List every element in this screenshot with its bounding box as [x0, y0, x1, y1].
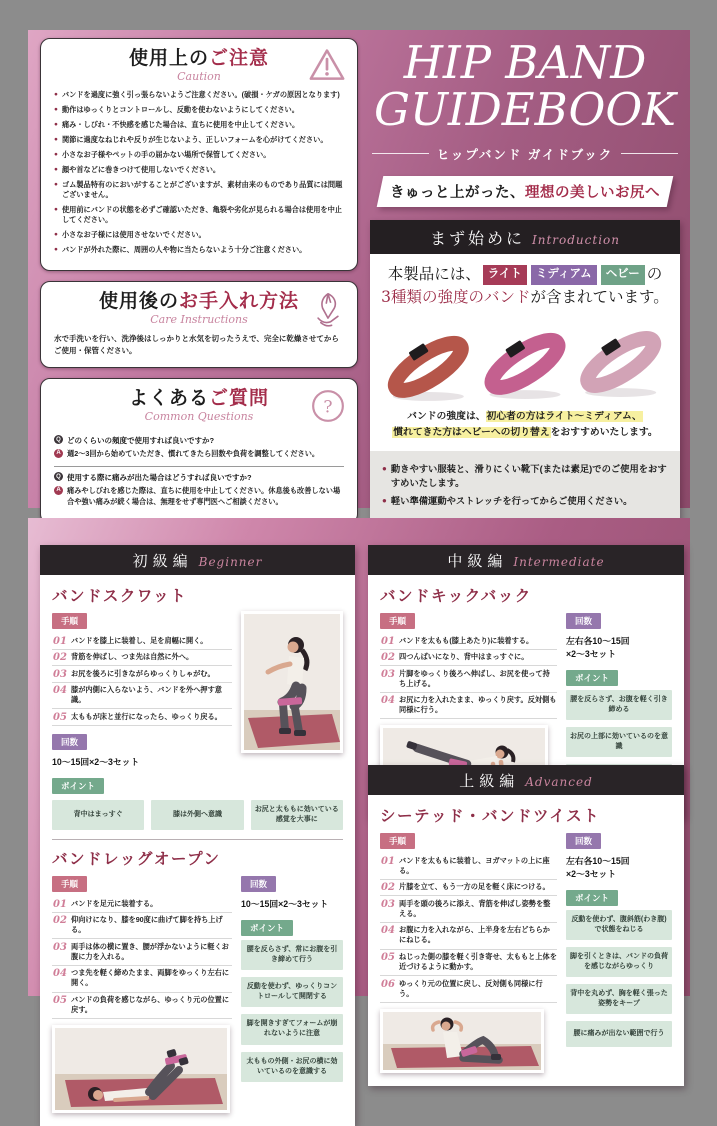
steps-badge: 手順 — [52, 613, 87, 629]
usage-tips — [370, 451, 680, 521]
caution-title: 使用上のご注意 — [128, 47, 270, 69]
page-exercises — [28, 518, 690, 1075]
caution-item: ● 使用前にバンドの状態を必ずご確認いただき、亀裂や劣化が見られる場合は使用を中止してください。 — [54, 205, 344, 226]
faq-list — [54, 430, 344, 513]
beginner-header: 初級編 Beginner — [40, 545, 355, 575]
section-divider — [52, 839, 343, 840]
squat-steps — [52, 633, 232, 726]
faq-box — [40, 378, 358, 524]
legopen-points — [241, 940, 343, 1082]
step-item: 03 お尻を後ろに引きながらゆっくりしゃがむ。 — [52, 666, 232, 683]
step-item: 01 バンドを足元に装着する。 — [52, 896, 232, 913]
reps-badge: 回数 — [566, 833, 601, 849]
step-item: 04 膝が内側に入らないよう、バンドを外へ押す意識。 — [52, 683, 232, 710]
point-box: 脚を引くときは、バンドの負荷を感じながらゆっくり — [566, 947, 672, 977]
step-item: 03 片脚をゆっくり後ろへ伸ばし、お尻を使って持ち上げる。 — [380, 666, 557, 693]
step-item: 02 背筋を伸ばし、つま先は自然に外へ。 — [52, 650, 232, 667]
steps-badge: 手順 — [52, 876, 87, 892]
exercise-title-squat: バンドスクワット — [52, 586, 188, 605]
beginner-card — [40, 545, 355, 1126]
step-item: 05 バンドの負荷を感じながら、ゆっくり元の位置に戻す。 — [52, 993, 232, 1020]
point-box: お尻の上部に効いているのを意識 — [566, 727, 672, 757]
hand-wash-icon — [310, 291, 346, 334]
advanced-header: 上級編 Advanced — [368, 765, 684, 795]
squat-reps: 10〜15回×2〜3セット — [52, 756, 140, 767]
point-box: 背中はまっすぐ — [52, 800, 144, 830]
step-item: 05 太ももが床と並行になったら、ゆっくり戻る。 — [52, 709, 232, 726]
care-body: 水で手洗いを行い、洗浄後はしっかりと水気を切ったうえで、完全に乾燥させてからご使用・保管ください。 — [54, 334, 339, 356]
beginner-header-script: Beginner — [198, 555, 263, 569]
point-box: 腰に痛みが出ない範囲で行う — [566, 1021, 672, 1047]
point-box: 反動を使わず、ゆっくりコントロールして開閉する — [241, 977, 343, 1007]
step-item: 03 両手は体の横に置き、腰が浮かないように軽くお腹に力を入れる。 — [52, 939, 232, 966]
reps-badge: 回数 — [52, 734, 87, 750]
step-item: 04 つま先を軽く締めたまま、両脚をゆっくり左右に開く。 — [52, 966, 232, 993]
caution-item: ● 痛み・しびれ・不快感を感じた場合は、直ちに使用を中止してください。 — [54, 120, 344, 130]
strength-note: バンドの強度は、初心者の方はライト〜ミディアム、 慣れてきた方はヘビーへの切り替えをおすすめいたします。 — [393, 411, 658, 439]
point-box: 腰を反らさず、常にお腹を引き締めて行う — [241, 940, 343, 970]
front-left-column — [40, 38, 358, 534]
step-item: 01 バンドを太ももに装着し、ヨガマットの上に座る。 — [380, 853, 557, 880]
caution-item: ● バンドを過度に強く引っ張らないようご注意ください。(破損・ケガの原因となります) — [54, 90, 344, 100]
step-item: 02 片膝を立て、もう一方の足を軽く床につける。 — [380, 880, 557, 897]
intermediate-header-script: Intermediate — [513, 555, 605, 569]
reps-badge: 回数 — [566, 613, 601, 629]
faq-item — [54, 430, 344, 466]
caution-item: ● バンドが外れた際に、周囲の人や物に当たらないよう十分ご注意ください。 — [54, 245, 344, 255]
exercise-title-twist: シーテッド・バンドツイスト — [380, 806, 601, 825]
bands-product-image — [377, 311, 673, 407]
strength-badge: ミディアム — [531, 265, 597, 285]
tip-item: ● 動きやすい服装と、滑りにくい靴下(または素足)でのご使用をおすすめいたします。 — [382, 463, 668, 490]
reps-badge: 回数 — [241, 876, 276, 892]
caution-box — [40, 38, 358, 271]
exercise-title-legopen: バンドレッグオープン — [52, 849, 221, 868]
steps-badge: 手順 — [380, 613, 415, 629]
caution-item: ● 小さなお子様やペットの手の届かない場所で保管してください。 — [54, 150, 344, 160]
squat-points — [52, 800, 343, 830]
page-subtitle: ヒップバンド ガイドブック — [372, 145, 678, 163]
step-item: 04 お腹に力を入れながら、上半身を左右どちらかにねじる。 — [380, 923, 557, 950]
intermediate-header: 中級編 Intermediate — [368, 545, 684, 575]
strength-badge: ヘビー — [601, 265, 645, 285]
points-badge: ポイント — [52, 778, 104, 794]
faq-item — [54, 466, 344, 514]
svg-text:?: ? — [323, 397, 333, 418]
faq-answer: A 痛みやしびれを感じた際は、直ちに使用を中止してください。休息後も改善しない場合や強い痛みが続く場合は、無理をせず専門医へご相談ください。 — [54, 486, 344, 508]
step-item: 02 仰向けになり、膝を90度に曲げて脚を持ち上げる。 — [52, 913, 232, 940]
faq-title: よくあるご質問 — [128, 387, 270, 410]
kickback-reps: 左右各10〜15回 ×2〜3セット — [566, 636, 630, 659]
front-right-column — [370, 38, 680, 522]
kickback-steps — [380, 633, 557, 719]
question-circle-icon — [310, 388, 346, 429]
caution-item: ● 関節に過度なねじれや反りが生じないよう、正しいフォームを心がけてください。 — [54, 135, 344, 145]
step-item: 06 ゆっくり元の位置に戻し、反対側も同様に行う。 — [380, 976, 557, 1003]
caution-item: ● 動作はゆっくりとコントロールし、反動を使わないようにしてください。 — [54, 105, 344, 115]
point-box: 腰を反らさず、お腹を軽く引き締める — [566, 690, 672, 720]
q-badge-icon: Q — [54, 472, 63, 481]
advanced-card — [368, 765, 684, 1086]
step-item: 05 ねじった側の膝を軽く引き寄せ、太ももと上体を近づけるように動かす。 — [380, 950, 557, 977]
q-badge-icon: Q — [54, 435, 63, 444]
legopen-reps: 10〜15回×2〜3セット — [241, 899, 329, 909]
faq-question: Q 使用する際に痛みが出た場合はどうすれば良いですか? — [54, 472, 344, 483]
legopen-steps — [52, 896, 232, 1019]
care-box — [40, 281, 358, 368]
a-badge-icon: A — [54, 486, 63, 495]
faq-answer: A 週2〜3回から始めていただき、慣れてきたら回数や負荷を調整してください。 — [54, 449, 344, 460]
page-title: HIP BAND GUIDEBOOK — [374, 36, 676, 136]
steps-badge: 手順 — [380, 833, 415, 849]
caution-script: Caution — [177, 69, 221, 83]
tagline-banner: きゅっと上がった、理想の美しいお尻へ — [377, 176, 674, 207]
photo-seated-twist — [380, 1009, 544, 1073]
care-title: 使用後のお手入れ方法 — [98, 290, 300, 313]
advanced-header-script: Advanced — [525, 775, 593, 789]
intro-line2: 3種類の強度のバンドが含まれています。 — [381, 287, 669, 306]
strength-badge: ライト — [483, 265, 527, 285]
step-item: 03 両手を頭の後ろに添え、背筋を伸ばし姿勢を整える。 — [380, 896, 557, 923]
point-box: 膝は外側へ意識 — [151, 800, 243, 830]
intro-card — [370, 220, 680, 522]
care-script: Care Instructions — [150, 313, 248, 327]
points-badge: ポイント — [566, 890, 618, 906]
twist-points — [566, 910, 672, 1048]
caution-item: ● 小さなお子様には使用させないでください。 — [54, 230, 344, 240]
points-badge: ポイント — [241, 920, 293, 936]
caution-item: ● 顔や首などに巻きつけて使用しないでください。 — [54, 165, 344, 175]
faq-question: Q どのくらいの頻度で使用すれば良いですか? — [54, 435, 344, 446]
caution-item: ● ゴム製品特有のにおいがすることがございますが、素材由来のものであり品質には問題ございません。 — [54, 180, 344, 201]
step-item: 01 バンドを太もも(膝上あたり)に装着する。 — [380, 633, 557, 650]
point-box: 脚を開きすぎてフォームが崩れないように注意 — [241, 1014, 343, 1044]
step-item: 01 バンドを膝上に装着し、足を肩幅に開く。 — [52, 633, 232, 650]
twist-reps: 左右各10〜15回 ×2〜3セット — [566, 856, 630, 879]
point-box: 背中を丸めず、胸を軽く張った姿勢をキープ — [566, 984, 672, 1014]
point-box: お尻と太ももに効いている感覚を大事に — [251, 800, 343, 830]
faq-script: Common Questions — [144, 409, 254, 423]
point-box: 反動を使わず、腹斜筋(わき腹)で状態をねじる — [566, 910, 672, 940]
caution-list — [54, 90, 344, 256]
page-front — [28, 30, 690, 508]
twist-steps — [380, 853, 557, 1003]
tip-item: ● 軽い準備運動やストレッチを行ってからご使用ください。 — [382, 495, 668, 508]
a-badge-icon: A — [54, 449, 63, 458]
point-box: 太ももの外側・お尻の横に効いているのを意識する — [241, 1052, 343, 1082]
intro-line1: 本製品には、 ライト ミディアム ヘビー の — [370, 263, 680, 286]
strength-badges — [481, 265, 647, 283]
intro-header-script: Introduction — [532, 232, 620, 247]
points-badge: ポイント — [566, 670, 618, 686]
step-item: 04 お尻に力を入れたまま、ゆっくり戻す。反対側も同様に行う。 — [380, 693, 557, 720]
intro-header: まず始めに Introduction — [370, 220, 680, 254]
warning-triangle-icon — [308, 48, 346, 87]
step-item: 02 四つんばいになり、背中はまっすぐに。 — [380, 650, 557, 667]
exercise-title-kickback: バンドキックバック — [380, 586, 532, 605]
photo-leg-open — [52, 1025, 230, 1113]
photo-band-squat — [241, 611, 343, 753]
